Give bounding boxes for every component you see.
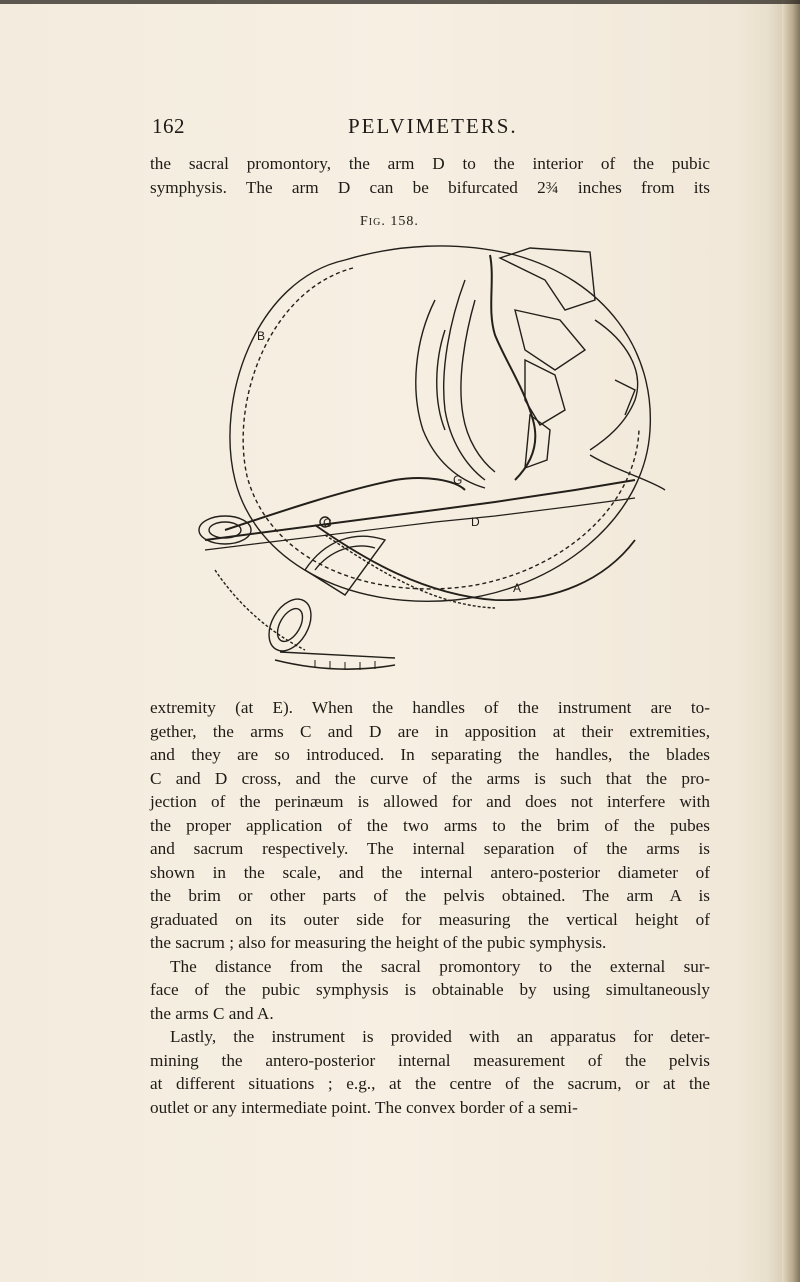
figure-caption: Fig. 158. bbox=[360, 214, 419, 229]
text-line: the sacral promontory, the arm D to the interior of the pubic bbox=[150, 154, 710, 173]
pelvimeter-figure bbox=[195, 240, 675, 670]
page-header bbox=[152, 114, 672, 144]
text-line: the sacrum ; also for measuring the height of the pubic symphysis. bbox=[150, 933, 607, 952]
text-line: and they are so introduced. In separating the handles, the blades bbox=[150, 745, 710, 764]
text-line: at different situations ; e.g., at the centre of the sacrum, or at the bbox=[150, 1074, 710, 1093]
text-line: outlet or any intermediate point. The convex border of a semi- bbox=[150, 1097, 578, 1117]
text-line: symphysis. The arm D can be bifurcated 2¾ inches from its bbox=[150, 177, 710, 197]
top-paragraph bbox=[150, 152, 710, 199]
text-line: and sacrum respectively. The internal separation of the arms is bbox=[150, 839, 710, 858]
text-line: face of the pubic symphysis is obtainable by using simultaneously bbox=[150, 980, 710, 999]
figure-label-g: G bbox=[453, 473, 463, 487]
pelvimeter-illustration bbox=[195, 240, 675, 670]
top-rule bbox=[0, 0, 800, 4]
text-line: jection of the perinæum is allowed for and does not interfere with bbox=[150, 792, 710, 811]
text-line: the brim or other parts of the pelvis obtained. The arm A is bbox=[150, 886, 710, 905]
text-line: shown in the scale, and the internal antero-posterior diameter of bbox=[150, 862, 710, 882]
body-text bbox=[150, 696, 710, 1119]
figure-label-c: C bbox=[323, 516, 332, 530]
figure-label-d: D bbox=[471, 515, 480, 529]
text-line: the arms C and A. bbox=[150, 1003, 274, 1023]
text-line: The distance from the sacral promontory to the external sur- bbox=[170, 956, 710, 976]
text-line: graduated on its outer side for measuring the vertical height of bbox=[150, 909, 710, 929]
text-line: gether, the arms C and D are in apposition at their extremities, bbox=[150, 721, 710, 741]
text-line: C and D cross, and the curve of the arms is such that the pro- bbox=[150, 768, 710, 788]
text-line: mining the antero-posterior internal measurement of the pelvis bbox=[150, 1050, 710, 1070]
text-line: the proper application of the two arms to the brim of the pubes bbox=[150, 815, 710, 835]
text-line: Lastly, the instrument is provided with an apparatus for deter- bbox=[170, 1027, 710, 1046]
figure-label-a: A bbox=[513, 581, 522, 595]
page-number: 162 bbox=[152, 114, 185, 138]
running-title: PELVIMETERS. bbox=[348, 114, 518, 138]
figure-label-b: B bbox=[257, 329, 266, 343]
text-line: extremity (at E). When the handles of the instrument are to- bbox=[150, 698, 710, 717]
page-edge bbox=[782, 0, 800, 1282]
